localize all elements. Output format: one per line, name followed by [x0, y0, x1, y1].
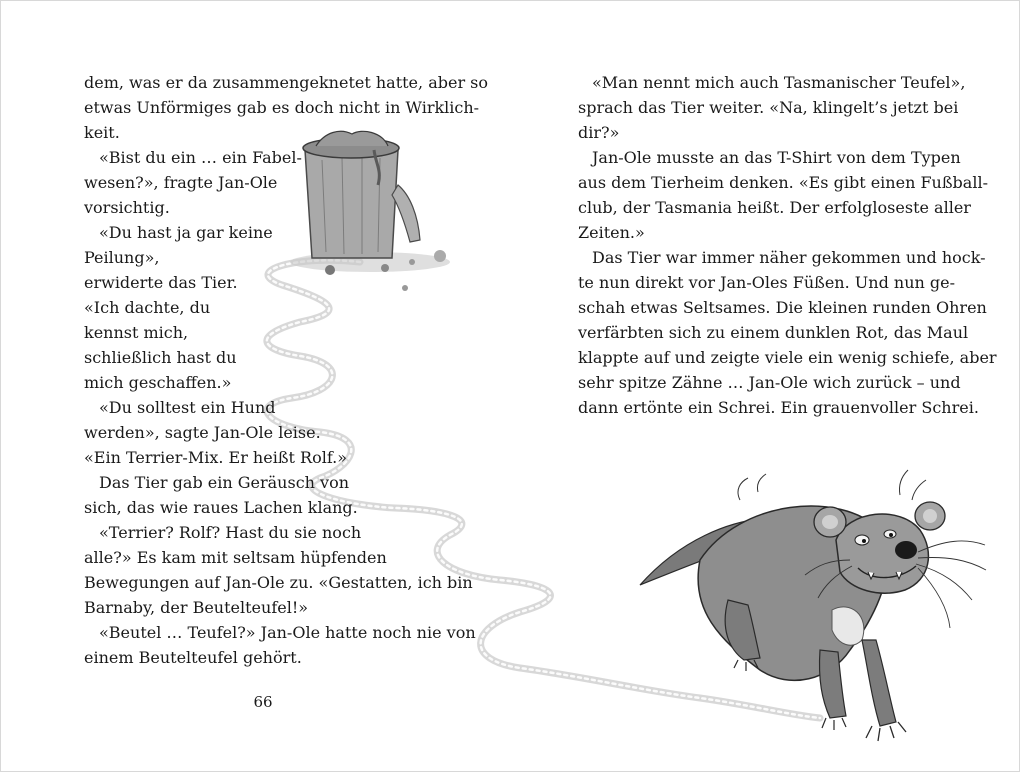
left-page-line: «Du hast ja gar keine: [99, 223, 273, 242]
left-page-line: sich, das wie raues Lachen klang.: [84, 498, 358, 517]
right-page-line: Zeiten.»: [578, 223, 645, 242]
right-page-line: club, der Tasmania heißt. Der erfolgloseste aller: [578, 198, 971, 217]
left-page-line: alle?» Es kam mit seltsam hüpfenden: [84, 548, 387, 567]
left-page-line: einem Beutelteufel gehört.: [84, 648, 302, 667]
left-page-line: schließlich hast du: [84, 348, 237, 367]
trash-can-illustration: [290, 131, 450, 291]
left-page-line: etwas Unförmiges gab es doch nicht in Wirklich-: [84, 98, 480, 117]
right-page-line: Jan-Ole musste an das T-Shirt von dem Typen: [592, 148, 961, 167]
right-page-line: aus dem Tierheim denken. «Es gibt einen Fußball-: [578, 173, 988, 192]
right-page-line: dir?»: [578, 123, 620, 142]
left-page-line: dem, was er da zusammengeknetet hatte, aber so: [84, 73, 489, 92]
left-page-line: Barnaby, der Beutelteufel!»: [84, 598, 309, 617]
left-page-line: kennst mich,: [84, 323, 189, 342]
left-page-line: «Ich dachte, du: [84, 298, 211, 317]
right-page-line: «Man nennt mich auch Tasmanischer Teufel»,: [592, 73, 966, 92]
right-page-line: te nun direkt vor Jan-Oles Füßen. Und nun ge-: [578, 273, 956, 292]
left-page-line: «Ein Terrier-Mix. Er heißt Rolf.»: [84, 448, 348, 467]
left-page-line: erwiderte das Tier.: [84, 273, 238, 292]
left-page-line: «Bist du ein … ein Fabel-: [99, 148, 302, 167]
right-page-line: schah etwas Seltsames. Die kleinen runden Ohren: [578, 298, 987, 317]
left-page-line: vorsichtig.: [84, 198, 170, 217]
left-page-line: Das Tier gab ein Geräusch von: [99, 473, 350, 492]
left-page-line: werden», sagte Jan-Ole leise.: [84, 423, 321, 442]
left-page-line: Peilung»,: [84, 248, 160, 267]
right-page-line: Das Tier war immer näher gekommen und hock-: [592, 248, 986, 267]
left-page-line: mich geschaffen.»: [84, 373, 232, 392]
left-page-line: wesen?», fragte Jan-Ole: [84, 173, 278, 192]
left-page-line: «Terrier? Rolf? Hast du sie noch: [99, 523, 362, 542]
left-page-line: keit.: [84, 123, 120, 142]
right-page-line: sprach das Tier weiter. «Na, klingelt’s jetzt bei: [578, 98, 959, 117]
left-page-line: Bewegungen auf Jan-Ole zu. «Gestatten, ich bin: [84, 573, 473, 592]
right-page-line: dann ertönte ein Schrei. Ein grauenvoller Schrei.: [578, 398, 979, 417]
right-page-line: klappte auf und zeigte viele ein wenig schiefe, aber: [578, 348, 997, 367]
right-page-line: sehr spitze Zähne … Jan-Ole wich zurück – und: [578, 373, 961, 392]
right-page-line: verfärbten sich zu einem dunklen Rot, das Maul: [578, 323, 969, 342]
left-page-line: «Du solltest ein Hund: [99, 398, 276, 417]
left-page-line: «Beutel … Teufel?» Jan-Ole hatte noch nie von: [99, 623, 476, 642]
page-number: 66: [253, 693, 273, 711]
